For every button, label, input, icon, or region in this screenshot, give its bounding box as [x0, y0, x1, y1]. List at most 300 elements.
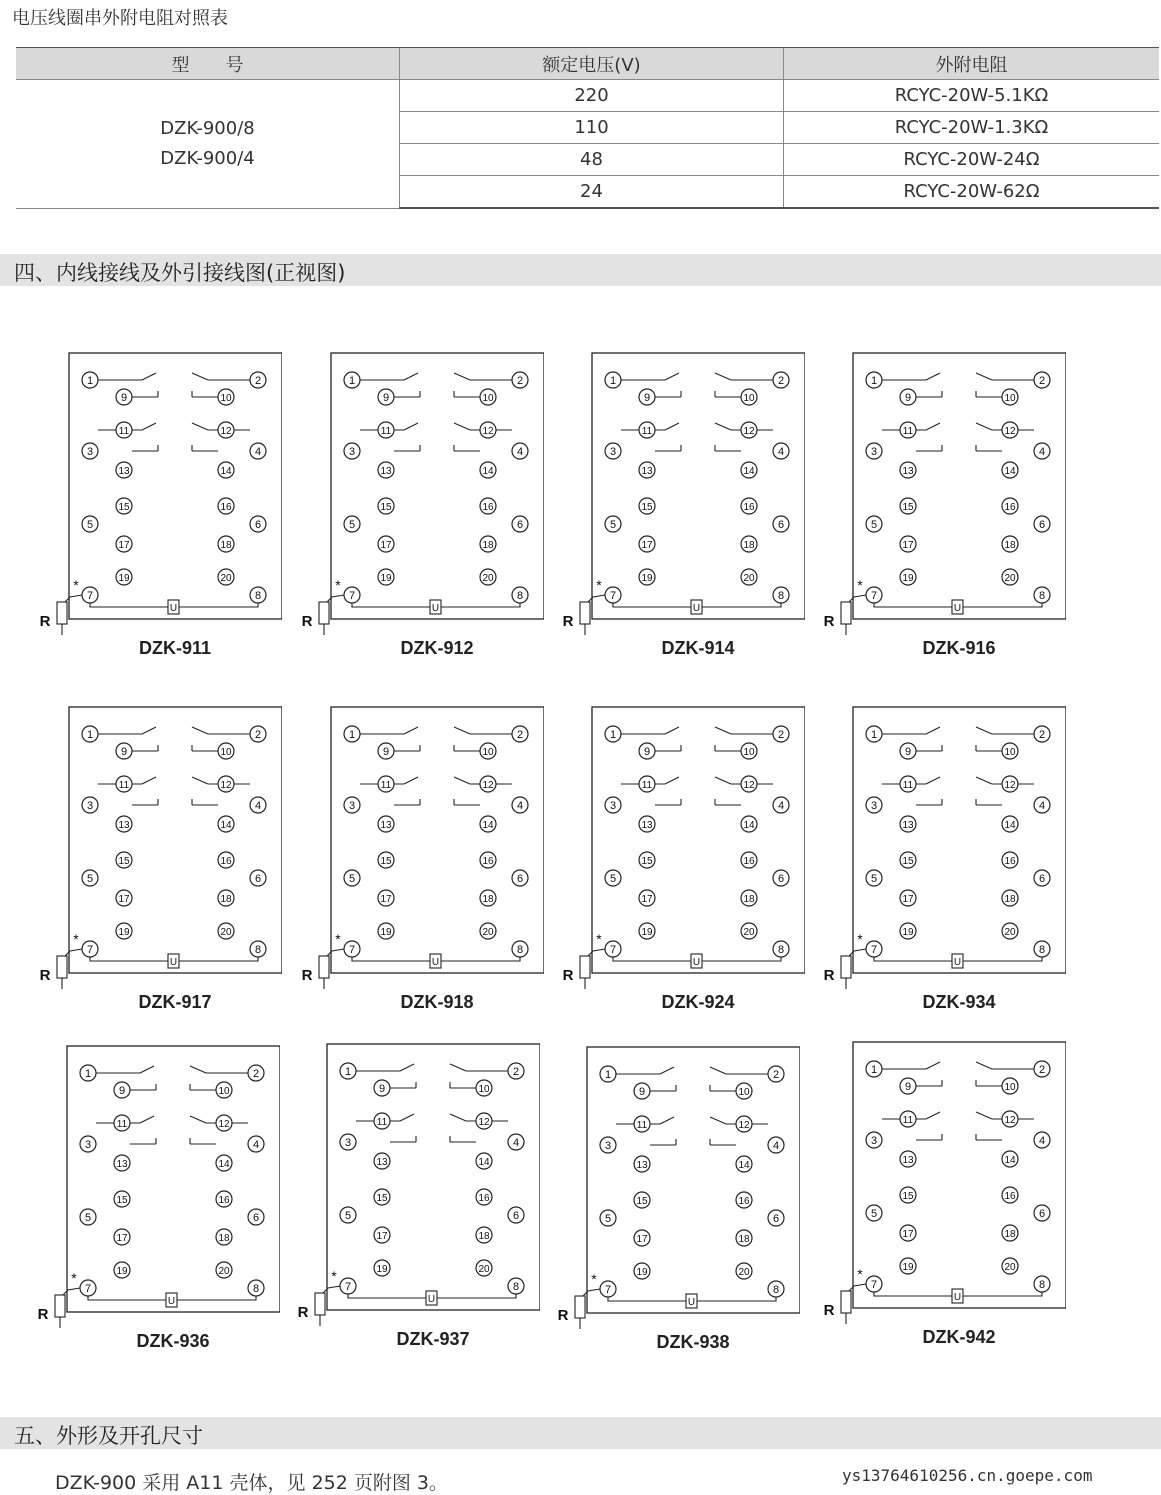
svg-text:20: 20 [1004, 927, 1016, 938]
terminal-9 [634, 1083, 650, 1099]
diagram-svg [555, 704, 805, 989]
svg-text:20: 20 [478, 1264, 490, 1275]
svg-text:U: U [953, 603, 962, 614]
svg-text:8: 8 [254, 944, 262, 956]
svg-text:14: 14 [738, 1160, 750, 1171]
svg-text:U: U [427, 1294, 436, 1305]
svg-text:3: 3 [870, 446, 878, 458]
terminal-5 [340, 1207, 356, 1223]
svg-text:6: 6 [516, 519, 524, 531]
svg-text:6: 6 [254, 873, 262, 885]
svg-text:5: 5 [344, 1210, 352, 1222]
terminal-5 [605, 516, 621, 532]
terminal-1 [605, 726, 621, 742]
terminal-13 [116, 462, 132, 478]
svg-text:1: 1 [609, 729, 617, 741]
terminal-8 [508, 1278, 524, 1294]
terminal-7 [82, 587, 98, 603]
diagram-label: DZK-912 [400, 638, 474, 658]
resistor-label: R [823, 967, 835, 984]
terminal-8 [1034, 941, 1050, 957]
svg-text:5: 5 [870, 519, 878, 531]
terminal-6 [773, 516, 789, 532]
svg-text:18: 18 [743, 894, 755, 905]
terminal-17 [900, 536, 916, 552]
terminal-20 [218, 569, 234, 585]
terminal-15 [116, 498, 132, 514]
terminal-6 [250, 870, 266, 886]
terminal-4 [508, 1134, 524, 1150]
terminal-2 [248, 1065, 264, 1081]
terminal-4 [773, 797, 789, 813]
terminal-3 [344, 797, 360, 813]
svg-text:17: 17 [116, 1233, 128, 1244]
terminal-10 [480, 389, 496, 405]
svg-text:5: 5 [870, 1208, 878, 1220]
terminal-17 [900, 890, 916, 906]
svg-text:8: 8 [254, 590, 262, 602]
svg-text:14: 14 [220, 466, 232, 477]
terminal-6 [1034, 516, 1050, 532]
terminal-14 [741, 462, 757, 478]
svg-text:14: 14 [482, 466, 494, 477]
terminal-4 [248, 1136, 264, 1152]
diagram-label: DZK-942 [922, 1327, 996, 1347]
resistor-label: R [562, 967, 574, 984]
terminal-19 [900, 923, 916, 939]
svg-text:20: 20 [482, 927, 494, 938]
terminal-15 [116, 852, 132, 868]
terminal-16 [741, 498, 757, 514]
terminal-2 [250, 372, 266, 388]
terminal-2 [1034, 1061, 1050, 1077]
terminal-5 [82, 516, 98, 532]
svg-text:13: 13 [380, 466, 392, 477]
terminal-4 [512, 797, 528, 813]
wiring-diagram [294, 704, 544, 1024]
terminal-4 [1034, 443, 1050, 459]
terminal-1 [344, 372, 360, 388]
svg-text:20: 20 [1004, 573, 1016, 584]
svg-text:10: 10 [220, 393, 232, 404]
terminal-8 [512, 941, 528, 957]
svg-text:3: 3 [609, 800, 617, 812]
terminal-10 [218, 743, 234, 759]
terminal-6 [1034, 1205, 1050, 1221]
terminal-16 [480, 852, 496, 868]
svg-text:17: 17 [380, 894, 392, 905]
svg-text:10: 10 [738, 1087, 750, 1098]
model-line: DZK-900/8 [160, 117, 255, 139]
terminal-7 [82, 941, 98, 957]
svg-text:10: 10 [1004, 747, 1016, 758]
coil-symbol [952, 1289, 963, 1303]
terminal-17 [639, 890, 655, 906]
terminal-3 [866, 797, 882, 813]
terminal-13 [374, 1153, 390, 1169]
svg-text:U: U [431, 957, 440, 968]
svg-text:8: 8 [1038, 944, 1046, 956]
terminal-14 [480, 462, 496, 478]
section-5-header [0, 1417, 1161, 1449]
relay-outline [331, 707, 544, 973]
svg-text:6: 6 [254, 519, 262, 531]
polarity-star: * [591, 1271, 597, 1287]
wiring-diagram [294, 350, 544, 670]
svg-text:9: 9 [643, 746, 651, 758]
svg-text:8: 8 [1038, 1279, 1046, 1291]
svg-text:16: 16 [482, 856, 494, 867]
polarity-star: * [71, 1270, 77, 1286]
terminal-2 [250, 726, 266, 742]
terminal-8 [773, 941, 789, 957]
resistor-cell: RCYC-20W-1.3KΩ [784, 112, 1160, 144]
svg-text:15: 15 [118, 502, 130, 513]
wiring-diagram [816, 350, 1066, 670]
svg-text:6: 6 [252, 1212, 260, 1224]
svg-text:3: 3 [84, 1139, 92, 1151]
coil-symbol [430, 600, 441, 614]
svg-text:14: 14 [218, 1159, 230, 1170]
svg-text:11: 11 [118, 426, 130, 437]
relay-outline [592, 707, 805, 973]
svg-text:5: 5 [609, 873, 617, 885]
svg-text:13: 13 [376, 1157, 388, 1168]
coil-symbol [952, 954, 963, 968]
svg-text:18: 18 [738, 1234, 750, 1245]
relay-outline [587, 1047, 800, 1313]
terminal-6 [773, 870, 789, 886]
coil-symbol [952, 600, 963, 614]
svg-text:18: 18 [743, 540, 755, 551]
svg-text:1: 1 [348, 375, 356, 387]
resistor-label: R [37, 1306, 49, 1323]
svg-text:2: 2 [1038, 729, 1046, 741]
svg-text:15: 15 [118, 856, 130, 867]
polarity-star: * [857, 577, 863, 593]
svg-text:2: 2 [1038, 1064, 1046, 1076]
terminal-3 [600, 1137, 616, 1153]
terminal-3 [344, 443, 360, 459]
svg-text:18: 18 [478, 1231, 490, 1242]
terminal-4 [768, 1137, 784, 1153]
terminal-1 [344, 726, 360, 742]
svg-text:19: 19 [902, 1262, 914, 1273]
resistor-label: R [301, 967, 313, 984]
terminal-7 [866, 1276, 882, 1292]
resistor-symbol [57, 602, 67, 624]
terminal-18 [476, 1227, 492, 1243]
terminal-8 [773, 587, 789, 603]
svg-text:U: U [953, 1292, 962, 1303]
svg-text:10: 10 [1004, 393, 1016, 404]
terminal-13 [634, 1156, 650, 1172]
svg-text:8: 8 [772, 1284, 780, 1296]
model-line: DZK-900/4 [160, 147, 255, 169]
svg-text:16: 16 [743, 856, 755, 867]
terminal-7 [605, 941, 621, 957]
svg-text:17: 17 [641, 540, 653, 551]
terminal-17 [378, 890, 394, 906]
polarity-star: * [596, 577, 602, 593]
terminal-13 [900, 462, 916, 478]
svg-text:2: 2 [254, 729, 262, 741]
svg-text:19: 19 [902, 573, 914, 584]
svg-text:14: 14 [743, 466, 755, 477]
svg-text:14: 14 [478, 1157, 490, 1168]
svg-text:6: 6 [772, 1213, 780, 1225]
terminal-8 [248, 1280, 264, 1296]
svg-text:16: 16 [220, 502, 232, 513]
terminal-17 [378, 536, 394, 552]
coil-symbol [166, 1293, 177, 1307]
terminal-11 [116, 776, 132, 792]
diagram-label: DZK-914 [661, 638, 735, 658]
terminal-15 [639, 852, 655, 868]
terminal-17 [116, 890, 132, 906]
relay-outline [67, 1046, 280, 1312]
svg-text:17: 17 [118, 894, 130, 905]
terminal-18 [216, 1229, 232, 1245]
svg-text:14: 14 [1004, 466, 1016, 477]
relay-outline [69, 353, 282, 619]
terminal-19 [900, 569, 916, 585]
terminal-1 [600, 1066, 616, 1082]
svg-text:18: 18 [1004, 540, 1016, 551]
svg-text:12: 12 [482, 780, 494, 791]
resistor-symbol [580, 602, 590, 624]
svg-text:9: 9 [120, 392, 128, 404]
terminal-4 [1034, 1132, 1050, 1148]
terminal-12 [476, 1113, 492, 1129]
voltage-cell: 24 [400, 176, 784, 209]
svg-text:10: 10 [478, 1084, 490, 1095]
terminal-14 [480, 816, 496, 832]
terminal-10 [741, 389, 757, 405]
svg-text:19: 19 [118, 573, 130, 584]
terminal-16 [736, 1192, 752, 1208]
terminal-12 [741, 776, 757, 792]
svg-text:3: 3 [348, 446, 356, 458]
wiring-diagram [32, 350, 282, 670]
terminal-8 [250, 587, 266, 603]
svg-text:19: 19 [380, 927, 392, 938]
svg-text:15: 15 [380, 856, 392, 867]
terminal-9 [116, 743, 132, 759]
svg-text:12: 12 [738, 1120, 750, 1131]
svg-text:2: 2 [772, 1069, 780, 1081]
terminal-11 [900, 1111, 916, 1127]
svg-text:18: 18 [482, 540, 494, 551]
terminal-13 [639, 816, 655, 832]
svg-text:2: 2 [516, 729, 524, 741]
svg-text:6: 6 [1038, 873, 1046, 885]
polarity-star: * [596, 931, 602, 947]
voltage-cell: 220 [400, 80, 784, 112]
terminal-8 [250, 941, 266, 957]
svg-text:9: 9 [904, 392, 912, 404]
svg-text:11: 11 [380, 426, 392, 437]
svg-text:6: 6 [512, 1210, 520, 1222]
terminal-20 [476, 1260, 492, 1276]
diagram-label: DZK-911 [138, 638, 212, 658]
svg-text:17: 17 [902, 894, 914, 905]
svg-text:4: 4 [254, 800, 262, 812]
resistor-symbol [841, 602, 851, 624]
terminal-14 [1002, 462, 1018, 478]
terminal-7 [340, 1278, 356, 1294]
terminal-11 [900, 422, 916, 438]
svg-text:2: 2 [1038, 375, 1046, 387]
terminal-19 [116, 923, 132, 939]
svg-text:8: 8 [1038, 590, 1046, 602]
terminal-17 [114, 1229, 130, 1245]
svg-text:11: 11 [118, 780, 130, 791]
terminal-14 [736, 1156, 752, 1172]
terminal-20 [1002, 569, 1018, 585]
terminal-11 [900, 776, 916, 792]
svg-text:12: 12 [743, 426, 755, 437]
terminal-10 [218, 389, 234, 405]
svg-text:6: 6 [516, 873, 524, 885]
terminal-12 [1002, 1111, 1018, 1127]
terminal-5 [605, 870, 621, 886]
terminal-16 [480, 498, 496, 514]
terminal-9 [900, 389, 916, 405]
svg-text:3: 3 [604, 1140, 612, 1152]
terminal-12 [1002, 776, 1018, 792]
terminal-15 [900, 852, 916, 868]
svg-text:11: 11 [636, 1120, 648, 1131]
svg-text:10: 10 [743, 393, 755, 404]
svg-text:11: 11 [902, 780, 914, 791]
terminal-20 [480, 923, 496, 939]
svg-text:11: 11 [376, 1117, 388, 1128]
terminal-14 [216, 1155, 232, 1171]
svg-text:4: 4 [1038, 446, 1046, 458]
terminal-14 [476, 1153, 492, 1169]
terminal-12 [1002, 422, 1018, 438]
svg-text:3: 3 [348, 800, 356, 812]
svg-text:16: 16 [1004, 502, 1016, 513]
terminal-13 [378, 462, 394, 478]
terminal-12 [480, 776, 496, 792]
wiring-diagram [32, 704, 282, 1024]
terminal-2 [773, 726, 789, 742]
resistor-symbol [57, 956, 67, 978]
terminal-5 [80, 1209, 96, 1225]
svg-text:18: 18 [1004, 1229, 1016, 1240]
header-voltage: 额定电压(V) [400, 48, 784, 80]
polarity-star: * [857, 1266, 863, 1282]
diagram-svg [294, 350, 544, 635]
terminal-7 [605, 587, 621, 603]
resistor-symbol [841, 956, 851, 978]
terminal-2 [512, 372, 528, 388]
coil-symbol [686, 1294, 697, 1308]
svg-text:5: 5 [86, 519, 94, 531]
relay-outline [327, 1044, 540, 1310]
svg-text:6: 6 [777, 519, 785, 531]
terminal-14 [1002, 1151, 1018, 1167]
svg-text:16: 16 [220, 856, 232, 867]
svg-text:1: 1 [604, 1069, 612, 1081]
resistor-symbol [580, 956, 590, 978]
terminal-6 [248, 1209, 264, 1225]
diagram-label: DZK-916 [922, 638, 996, 658]
terminal-3 [866, 1132, 882, 1148]
terminal-3 [605, 797, 621, 813]
diagram-label: DZK-938 [656, 1332, 730, 1352]
terminal-9 [900, 1078, 916, 1094]
resistor-table [16, 47, 1159, 209]
svg-text:5: 5 [609, 519, 617, 531]
terminal-16 [1002, 498, 1018, 514]
terminal-17 [116, 536, 132, 552]
terminal-9 [639, 389, 655, 405]
terminal-10 [480, 743, 496, 759]
svg-text:18: 18 [482, 894, 494, 905]
svg-text:2: 2 [516, 375, 524, 387]
svg-text:1: 1 [86, 729, 94, 741]
svg-text:12: 12 [1004, 426, 1016, 437]
terminal-5 [344, 516, 360, 532]
terminal-15 [374, 1189, 390, 1205]
diagram-svg [816, 704, 1066, 989]
svg-text:6: 6 [1038, 519, 1046, 531]
terminal-17 [639, 536, 655, 552]
svg-text:20: 20 [218, 1266, 230, 1277]
svg-text:10: 10 [220, 747, 232, 758]
terminal-17 [374, 1227, 390, 1243]
svg-text:13: 13 [902, 466, 914, 477]
terminal-13 [378, 816, 394, 832]
svg-text:6: 6 [777, 873, 785, 885]
resistor-symbol [55, 1295, 65, 1317]
terminal-19 [634, 1263, 650, 1279]
terminal-8 [1034, 587, 1050, 603]
svg-text:7: 7 [344, 1281, 352, 1293]
terminal-12 [480, 422, 496, 438]
svg-text:14: 14 [482, 820, 494, 831]
svg-text:15: 15 [902, 1191, 914, 1202]
terminal-19 [900, 1258, 916, 1274]
svg-text:15: 15 [116, 1195, 128, 1206]
terminal-10 [1002, 743, 1018, 759]
terminal-11 [639, 776, 655, 792]
terminal-11 [378, 776, 394, 792]
terminal-19 [378, 569, 394, 585]
relay-outline [853, 707, 1066, 973]
svg-text:6: 6 [1038, 1208, 1046, 1220]
resistor-label: R [301, 613, 313, 630]
svg-text:17: 17 [636, 1234, 648, 1245]
svg-text:3: 3 [86, 446, 94, 458]
polarity-star: * [335, 577, 341, 593]
svg-text:20: 20 [1004, 1262, 1016, 1273]
terminal-13 [116, 816, 132, 832]
resistor-cell: RCYC-20W-62Ω [784, 176, 1160, 209]
svg-text:17: 17 [380, 540, 392, 551]
diagram-label: DZK-924 [661, 992, 735, 1012]
svg-text:10: 10 [1004, 1082, 1016, 1093]
terminal-8 [768, 1281, 784, 1297]
svg-text:14: 14 [220, 820, 232, 831]
svg-text:8: 8 [777, 590, 785, 602]
svg-text:13: 13 [641, 820, 653, 831]
svg-text:U: U [687, 1297, 696, 1308]
svg-text:7: 7 [870, 590, 878, 602]
